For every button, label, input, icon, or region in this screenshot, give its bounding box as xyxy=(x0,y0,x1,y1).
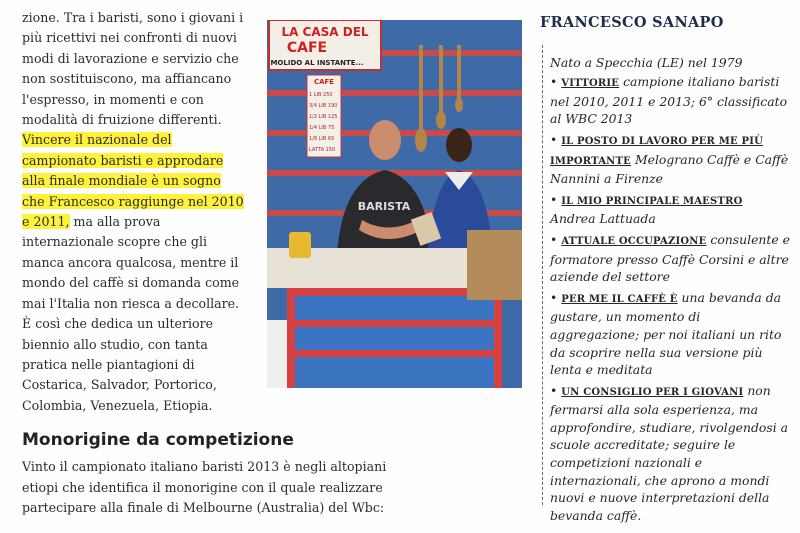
profile-item-value: Melograno Caffè e Caffè Nannini a Firenze xyxy=(550,151,789,187)
profile-item: • IL MIO PRINCIPALE MAESTRO Andrea Lattuada xyxy=(550,191,743,227)
profile-name: FRANCESCO SANAPO xyxy=(540,14,724,31)
profile-item-value: consulente e formatore presso Caffè Corsini e altre aziende del settore xyxy=(550,231,790,285)
profile-item-label: IL POSTO DI LAVORO PER ME PIÙ IMPORTANTE xyxy=(550,135,764,167)
profile-item-label: VITTORIE xyxy=(561,78,620,90)
article-photo xyxy=(267,20,522,388)
photo-illustration xyxy=(267,20,522,388)
article-paragraph xyxy=(22,8,244,416)
paragraph-text-start: zione. Tra i baristi, sono i giovani i più ricettivi nei confronti di nuovi modi di lavorazione e servizio che non sostituiscono, ma affiancano l'espresso, in momenti e con modalità di fruizione differenti. xyxy=(22,10,244,128)
menu-row: 1/2 LIB 125 xyxy=(309,114,338,120)
profile-item-value: Andrea Lattuada xyxy=(550,211,656,227)
article-body-left xyxy=(22,8,244,416)
profile-item-value: non fermarsi alla sola esperienza, ma approfondire, studiare, rivolgendosi a scuole accreditate; seguire le competizioni nazionali e internazionali, che aprono a mondi nuovi e nuove interpretazioni della bevanda caffè. xyxy=(550,382,789,523)
profile-item: • PER ME IL CAFFÈ È una bevanda da gustare, un momento di aggregazione; per noi italiani un rito da scoprire nella sua versione più lenta e meditata xyxy=(550,289,782,378)
profile-birth: Nato a Specchia (LE) nel 1979 xyxy=(550,54,743,70)
highlighted-text: Vincere il nazionale del campionato baristi e approdare alla finale mondiale è un sogno che Francesco raggiunge nel 2010 e 2011, xyxy=(22,132,244,230)
menu-title: CAFE xyxy=(313,78,335,86)
profile-item-label: PER ME IL CAFFÈ È xyxy=(561,293,678,305)
paragraph-text-end: ma alla prova internazionale scopre che gli manca ancora qualcosa, mentre il mondo del caffè si domanda come mai l'Italia non riesca a decollare. È così che dedica un ulteriore biennio allo studio, con tanta pratica nelle piantagioni di Costarica, Salvador, Portorico, Colombia, Venezuela, Etiopia. xyxy=(22,214,240,413)
profile-sidebar xyxy=(540,14,790,527)
menu-row: 3/4 LIB 190 xyxy=(309,103,338,109)
profile-item-label: IL MIO PRINCIPALE MAESTRO xyxy=(561,195,743,207)
menu-row: 1/4 LIB 75 xyxy=(309,125,335,131)
sign-text-1: LA CASA DEL xyxy=(281,25,369,39)
profile-item: • VITTORIE campione italiano baristi nel 2010, 2011 e 2013; 6° classificato al WBC 2013 xyxy=(550,74,788,127)
article-body-bottom xyxy=(22,457,392,519)
shirt-text: BARISTA xyxy=(357,200,411,213)
menu-row: LATTA 150 xyxy=(309,147,336,153)
profile-details xyxy=(550,54,790,525)
article-paragraph: Vinto il campionato italiano baristi 2013 è negli altopiani etiopi che identifica il monorigine con il quale realizzare partecipare alla finale di Melbourne (Australia) del Wbc: xyxy=(22,459,387,516)
profile-item: • IL POSTO DI LAVORO PER ME PIÙ IMPORTANTE Melograno Caffè e Caffè Nannini a Firenze xyxy=(550,131,789,187)
menu-row: 1/8 LIB 65 xyxy=(309,136,335,142)
profile-item-label: ATTUALE OCCUPAZIONE xyxy=(561,235,707,247)
profile-item-value: una bevanda da gustare, un momento di aggregazione; per noi italiani un rito da scoprire nella sua versione più lenta e meditata xyxy=(550,289,782,378)
profile-item: • UN CONSIGLIO PER I GIOVANI non fermarsi alla sola esperienza, ma approfondire, studiare, rivolgendosi a scuole accreditate; seguire le competizioni nazionali e internazionali, che aprono a mondi nuovi e nuove interpretazioni della bevanda caffè. xyxy=(550,382,789,523)
sign-text-2: CAFE xyxy=(286,40,328,56)
sign-text-3: MOLIDO AL INSTANTE... xyxy=(270,59,364,67)
section-title: Monorigine da competizione xyxy=(22,430,294,450)
profile-item-label: UN CONSIGLIO PER I GIOVANI xyxy=(561,386,744,398)
profile-item-value: campione italiano baristi nel 2010, 2011 e 2013; 6° classificato al WBC 2013 xyxy=(550,74,788,127)
profile-item: • ATTUALE OCCUPAZIONE consulente e formatore presso Caffè Corsini e altre aziende del settore xyxy=(550,231,790,285)
menu-row: 1 LIB 250 xyxy=(309,92,333,98)
